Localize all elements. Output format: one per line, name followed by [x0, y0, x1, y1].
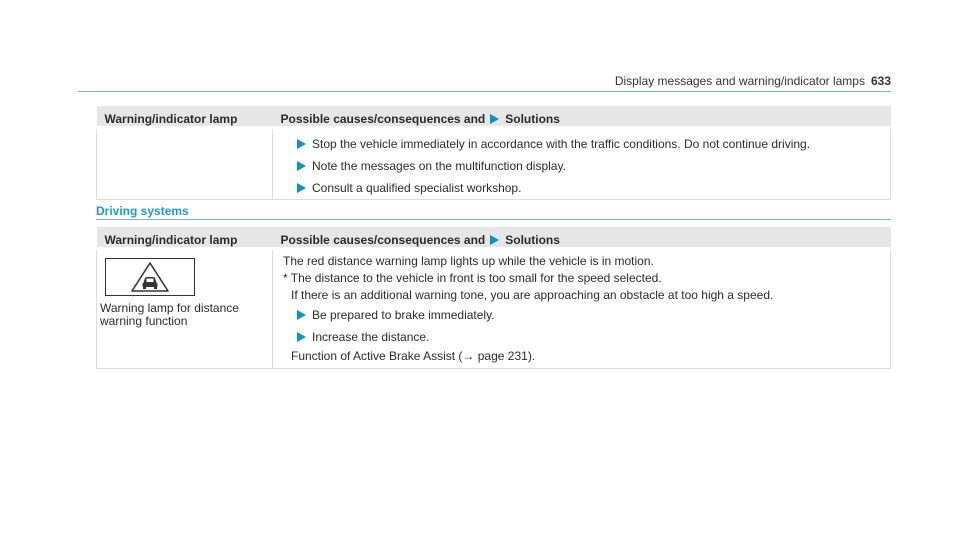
page-ref-arrow-icon: →: [462, 349, 475, 363]
step-arrow-icon: [297, 332, 306, 342]
lamp-label: Warning lamp for distance warning function: [100, 301, 239, 328]
col-header-lamp: Warning/indicator lamp: [97, 227, 273, 249]
col-header-causes: [273, 227, 891, 249]
page-number: 633: [870, 74, 891, 88]
col-header-lamp: Warning/indicator lamp: [97, 106, 273, 128]
table-row: [97, 249, 891, 369]
table-row: [97, 128, 891, 200]
distance-warning-icon: [105, 258, 195, 296]
running-header: [96, 74, 891, 88]
detail-text: If there is an additional warning tone, you are approaching an obstacle at too high a speed.: [291, 288, 774, 302]
col-header-causes: [273, 106, 891, 128]
solution-arrow-icon: [490, 114, 499, 124]
causes-cell: [273, 128, 891, 200]
page-reference-link[interactable]: page 231: [477, 349, 528, 363]
col-header-causes-text: Possible causes/consequences and: [280, 233, 486, 247]
step-arrow-icon: [297, 161, 306, 171]
distance-warning-icon-graphic: [130, 261, 170, 293]
solution-step: Be prepared to brake immediately.: [273, 304, 890, 326]
running-header-title: Display messages and warning/indicator lamps: [614, 74, 865, 88]
col-header-solutions-text: Solutions: [505, 233, 560, 247]
intro-text: The red distance warning lamp lights up while the vehicle is in motion.: [283, 254, 654, 268]
section-title: Driving systems: [96, 204, 189, 218]
step-arrow-icon: [297, 139, 306, 149]
step-arrow-icon: [297, 310, 306, 320]
lamp-cell: [97, 249, 273, 369]
reference-text: Function of Active Brake Assist (→ page 231).: [291, 349, 536, 363]
step-arrow-icon: [297, 183, 306, 193]
warning-lamp-table-2: [96, 227, 891, 369]
section-rule: [96, 219, 891, 220]
solution-step: Consult a qualified specialist workshop.: [273, 177, 890, 199]
table-header-row: [97, 227, 891, 249]
col-header-solutions-text: Solutions: [505, 112, 560, 126]
solution-arrow-icon: [490, 235, 499, 245]
solution-step: Note the messages on the multifunction display.: [273, 155, 890, 177]
warning-lamp-table-1: [96, 106, 891, 200]
table-header-row: [97, 106, 891, 128]
lamp-cell-empty: [97, 128, 273, 200]
solution-step: Increase the distance.: [273, 326, 890, 348]
cause-text: * The distance to the vehicle in front is too small for the speed selected.: [283, 271, 662, 285]
causes-cell: [273, 249, 891, 369]
header-rule: [78, 91, 891, 92]
col-header-causes-text: Possible causes/consequences and: [280, 112, 486, 126]
solution-step: Stop the vehicle immediately in accordance with the traffic conditions. Do not continue driving.: [273, 133, 890, 155]
